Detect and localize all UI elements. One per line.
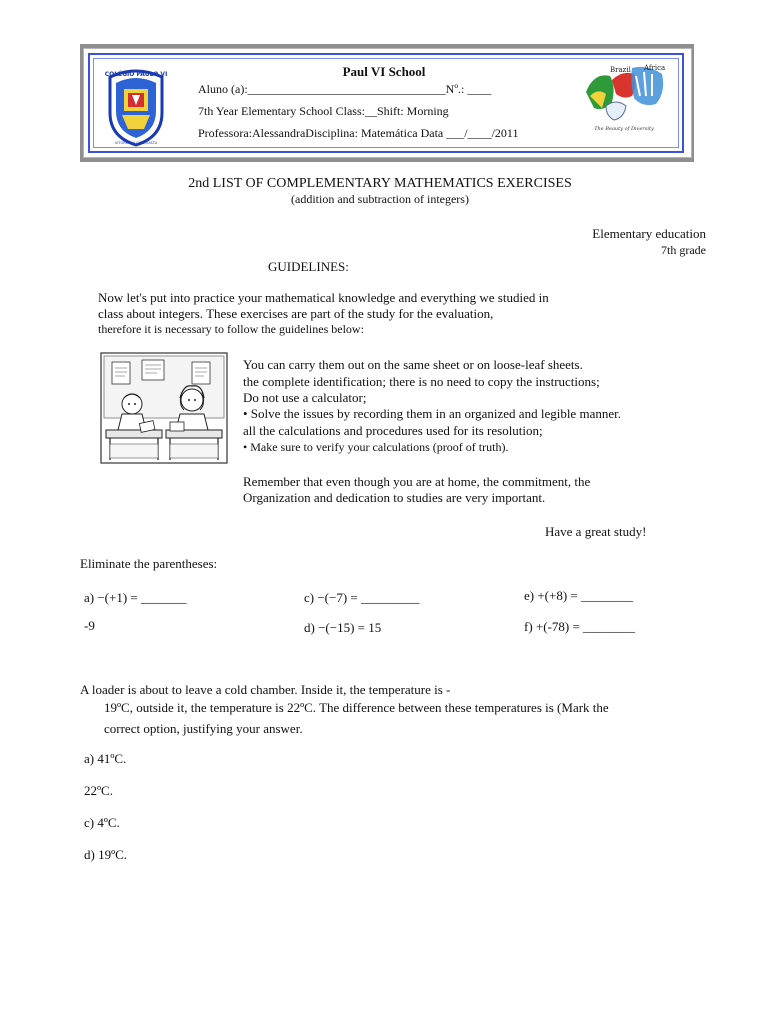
guideline-item: Do not use a calculator; [243,390,367,405]
exercise-item-d: d) −(−15) = 15 [304,620,382,635]
exercise-item-f: f) +(-78) = ________ [524,619,636,634]
reminder-line: Remember that even though you are at home, the commitment, the [243,474,591,489]
classroom-illustration [100,352,228,464]
intro-line: class about integers. These exercises are part of the study for the evaluation, [98,306,494,321]
closing-text: Have a great study! [545,524,647,539]
education-level: Elementary education [592,226,706,241]
logo-caption: The Beauty of Diversity [594,126,654,132]
guidelines-heading: GUIDELINES: [268,259,349,274]
exercise-answer-a: -9 [84,618,95,633]
exercise-item-a: a) −(+1) = _______ [84,590,187,605]
logo-africa-text: Africa [644,64,666,72]
teacher-line: Professora:AlessandraDisciplina: Matemática Data ___/____/2011 [198,126,519,140]
exercise1-prompt: Eliminate the parentheses: [80,556,218,571]
option-d: d) 19ºC. [84,847,128,862]
exercise2-line: correct option, justifying your answer. [104,721,303,736]
school-name: Paul VI School [342,64,426,79]
class-line: 7th Year Elementary School Class:__Shift: Morning [198,104,449,118]
intro-line: therefore it is necessary to follow the guidelines below: [98,322,364,336]
guideline-item: • Solve the issues by recording them in an organized and legible manner. [243,406,621,421]
grade-label: 7th grade [661,243,706,257]
crest-bottom-text: VITÓRIA DA CONQUISTA [114,141,158,145]
guideline-item: You can carry them out on the same sheet or on loose-leaf sheets. [243,357,583,372]
student-line: Aluno (a):_________________________________Nº.: ____ [198,82,492,96]
intro-line: Now let's put into practice your mathematical knowledge and everything we studied in [98,290,549,305]
logo-brazil-text: Brazil [610,66,631,74]
guideline-item: the complete identification; there is no need to copy the instructions; [243,374,600,389]
page-title: 2nd LIST OF COMPLEMENTARY MATHEMATICS EXERCISES [188,176,572,191]
exercise2-line: 19ºC, outside it, the temperature is 22ºC. The difference between these temperatures is (Mark the [104,700,609,715]
crest-top-text: COLÉGIO PAULO VI [104,71,168,78]
guideline-item: all the calculations and procedures used for its resolution; [243,423,543,438]
option-c: c) 4ºC. [84,815,120,830]
exercise2-line: A loader is about to leave a cold chamber. Inside it, the temperature is - [80,682,451,697]
reminder-line: Organization and dedication to studies are very important. [243,490,546,505]
exercise-item-c: c) −(−7) = _________ [304,590,420,605]
guideline-item: • Make sure to verify your calculations (proof of truth). [243,440,509,454]
page-subtitle: (addition and subtraction of integers) [291,192,469,206]
option-a: a) 41ºC. [84,751,127,766]
diversity-logo [576,62,672,134]
option-b: 22ºC. [84,783,113,798]
exercise-item-e: e) +(+8) = ________ [524,588,634,603]
